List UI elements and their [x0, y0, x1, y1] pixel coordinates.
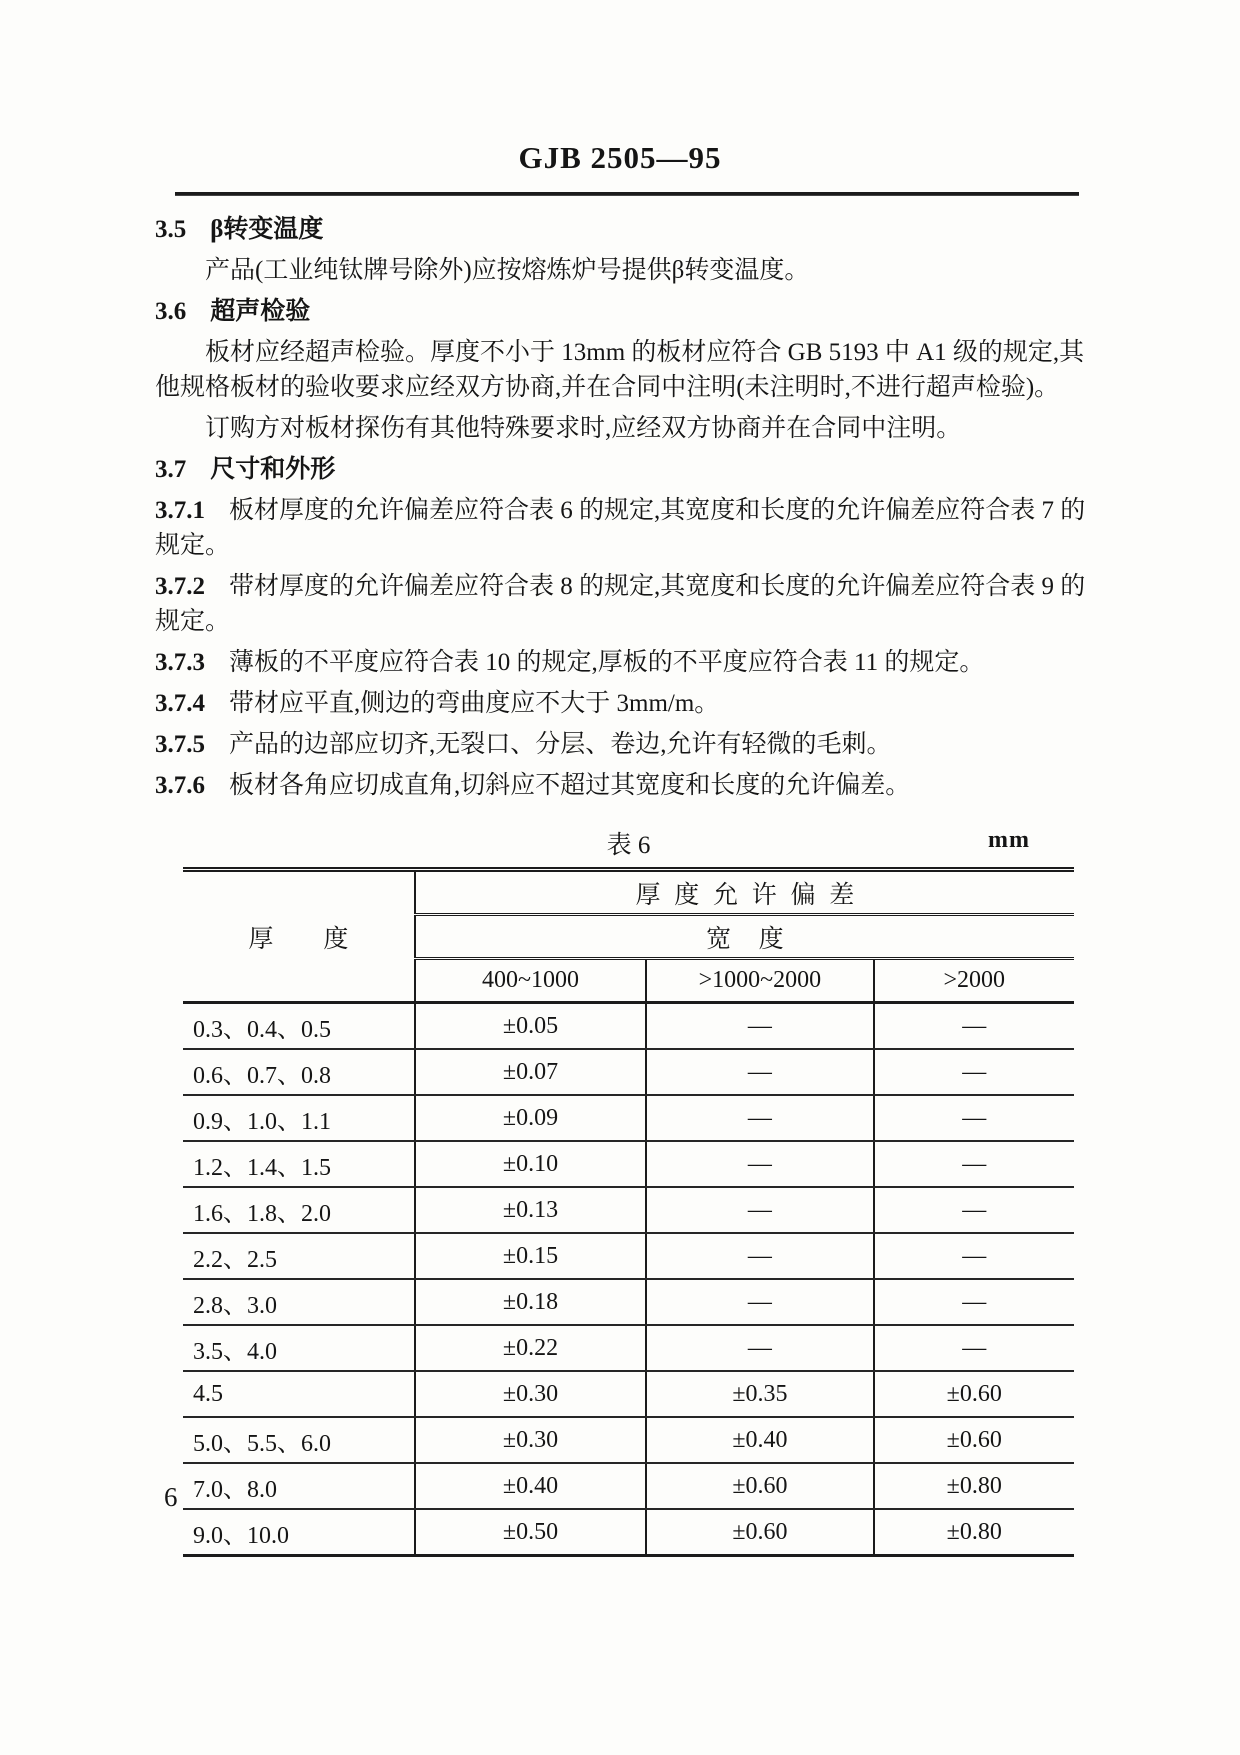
cell-thickness: 5.0、5.5、6.0 — [183, 1417, 415, 1463]
cell-tolerance-1000-2000: ±0.60 — [646, 1509, 873, 1556]
cell-thickness: 1.2、1.4、1.5 — [183, 1141, 415, 1187]
table6-body — [183, 1003, 1074, 1556]
clause-number: 3.7.5 — [155, 731, 205, 758]
header-cell-width-range-3: >2000 — [874, 959, 1074, 1003]
clause-text: 板材各角应切成直角,切斜应不超过其宽度和长度的允许偏差。 — [229, 772, 911, 799]
clause-text: 产品(工业纯钛牌号除外)应按熔炼炉号提供β转变温度。 — [205, 257, 810, 284]
cell-thickness: 7.0、8.0 — [183, 1463, 415, 1509]
clause-text: 超声检验 — [210, 298, 311, 325]
table-row — [183, 1279, 1074, 1325]
cell-thickness: 3.5、4.0 — [183, 1325, 415, 1371]
table-row — [183, 1233, 1074, 1279]
cell-tolerance-400-1000: ±0.22 — [415, 1325, 647, 1371]
table6-caption: 表 6 — [606, 832, 651, 859]
clause-paragraph — [155, 727, 1092, 762]
table-row — [183, 1141, 1074, 1187]
clause-text: 带材厚度的允许偏差应符合表 8 的规定,其宽度和长度的允许偏差应符合表 9 的规定。 — [155, 573, 1086, 635]
standard-number-title: GJB 2505—95 — [518, 140, 722, 175]
table-row — [183, 1049, 1074, 1095]
cell-tolerance-400-1000: ±0.05 — [415, 1003, 647, 1050]
clause-text: β转变温度 — [210, 216, 324, 243]
clause-text: 尺寸和外形 — [210, 456, 336, 483]
clause-text: 产品的边部应切齐,无裂口、分层、卷边,允许有轻微的毛刺。 — [229, 731, 892, 758]
cell-tolerance-400-1000: ±0.30 — [415, 1371, 647, 1417]
clause-text: 板材厚度的允许偏差应符合表 6 的规定,其宽度和长度的允许偏差应符合表 7 的规定。 — [155, 497, 1086, 559]
clause-text: 板材应经超声检验。厚度不小于 13mm 的板材应符合 GB 5193 中 A1 级的规定,其他规格板材的验收要求应经双方协商,并在合同中注明(未注明时,不进行超声检验)。 — [155, 339, 1085, 401]
clause-paragraph — [155, 645, 1092, 680]
cell-tolerance-over-2000: ±0.80 — [874, 1463, 1074, 1509]
clause-text: 订购方对板材探伤有其他特殊要求时,应经双方协商并在合同中注明。 — [205, 415, 962, 442]
clause-number: 3.7.6 — [155, 772, 205, 799]
cell-thickness: 9.0、10.0 — [183, 1509, 415, 1556]
clause-paragraph — [155, 411, 1092, 446]
table6-header — [183, 870, 1074, 1003]
clause-paragraph — [155, 294, 1092, 329]
cell-thickness: 1.6、1.8、2.0 — [183, 1187, 415, 1233]
cell-tolerance-over-2000: ±0.60 — [874, 1417, 1074, 1463]
cell-tolerance-400-1000: ±0.30 — [415, 1417, 647, 1463]
cell-tolerance-400-1000: ±0.07 — [415, 1049, 647, 1095]
clause-number: 3.7.1 — [155, 497, 205, 524]
cell-tolerance-1000-2000: — — [646, 1187, 873, 1233]
cell-tolerance-400-1000: ±0.09 — [415, 1095, 647, 1141]
clause-text: 薄板的不平度应符合表 10 的规定,厚板的不平度应符合表 11 的规定。 — [229, 649, 985, 676]
cell-tolerance-1000-2000: — — [646, 1141, 873, 1187]
clause-paragraph — [155, 335, 1092, 405]
clause-number: 3.6 — [155, 298, 187, 325]
clause-paragraph — [155, 253, 1092, 288]
table6-unit-label: mm — [988, 827, 1030, 853]
cell-tolerance-over-2000: — — [874, 1095, 1074, 1141]
clause-text: 带材应平直,侧边的弯曲度应不大于 3mm/m。 — [229, 690, 720, 717]
cell-tolerance-over-2000: — — [874, 1325, 1074, 1371]
clause-number: 3.7.4 — [155, 690, 205, 717]
cell-tolerance-400-1000: ±0.50 — [415, 1509, 647, 1556]
cell-thickness: 0.6、0.7、0.8 — [183, 1049, 415, 1095]
cell-tolerance-1000-2000: — — [646, 1003, 873, 1050]
clause-paragraph — [155, 768, 1092, 803]
table-row — [183, 1371, 1074, 1417]
page-number: 6 — [164, 1482, 178, 1512]
cell-tolerance-over-2000: — — [874, 1141, 1074, 1187]
cell-tolerance-1000-2000: ±0.40 — [646, 1417, 873, 1463]
cell-tolerance-over-2000: — — [874, 1003, 1074, 1050]
table-row — [183, 1509, 1074, 1556]
cell-tolerance-over-2000: — — [874, 1279, 1074, 1325]
cell-thickness: 2.8、3.0 — [183, 1279, 415, 1325]
table-row — [183, 1463, 1074, 1509]
clause-number: 3.7.2 — [155, 573, 205, 600]
cell-thickness: 0.3、0.4、0.5 — [183, 1003, 415, 1050]
cell-tolerance-over-2000: — — [874, 1049, 1074, 1095]
cell-tolerance-1000-2000: — — [646, 1325, 873, 1371]
cell-tolerance-over-2000: ±0.80 — [874, 1509, 1074, 1556]
cell-thickness: 4.5 — [183, 1371, 415, 1417]
clause-paragraph — [155, 493, 1092, 563]
header-cell-thickness: 厚度 — [183, 870, 415, 1003]
clauses-block — [155, 212, 1092, 803]
cell-tolerance-over-2000: — — [874, 1187, 1074, 1233]
header-cell-tolerance-title: 厚度允许偏差 — [415, 870, 1074, 915]
header-rule — [175, 192, 1079, 196]
cell-thickness: 0.9、1.0、1.1 — [183, 1095, 415, 1141]
cell-tolerance-400-1000: ±0.13 — [415, 1187, 647, 1233]
cell-tolerance-over-2000: ±0.60 — [874, 1371, 1074, 1417]
cell-tolerance-400-1000: ±0.10 — [415, 1141, 647, 1187]
clause-paragraph — [155, 569, 1092, 639]
cell-tolerance-1000-2000: — — [646, 1233, 873, 1279]
table-row — [183, 1417, 1074, 1463]
cell-tolerance-400-1000: ±0.18 — [415, 1279, 647, 1325]
cell-tolerance-over-2000: — — [874, 1233, 1074, 1279]
clause-paragraph — [155, 686, 1092, 721]
cell-tolerance-1000-2000: ±0.35 — [646, 1371, 873, 1417]
table-row — [183, 1325, 1074, 1371]
table-row — [183, 1187, 1074, 1233]
cell-tolerance-400-1000: ±0.15 — [415, 1233, 647, 1279]
clause-number: 3.7 — [155, 456, 187, 483]
header-cell-width-range-1: 400~1000 — [415, 959, 647, 1003]
header-cell-width-range-2: >1000~2000 — [646, 959, 873, 1003]
clause-number: 3.7.3 — [155, 649, 205, 676]
table-row — [183, 1095, 1074, 1141]
clause-paragraph — [155, 212, 1092, 247]
cell-tolerance-1000-2000: — — [646, 1095, 873, 1141]
clause-number: 3.5 — [155, 216, 187, 243]
table6 — [183, 867, 1074, 1557]
cell-tolerance-400-1000: ±0.40 — [415, 1463, 647, 1509]
cell-tolerance-1000-2000: ±0.60 — [646, 1463, 873, 1509]
table6-caption-row — [183, 823, 1074, 867]
document-header — [0, 0, 1240, 196]
table6-area — [183, 823, 1074, 1557]
table-row — [183, 1003, 1074, 1050]
cell-tolerance-1000-2000: — — [646, 1279, 873, 1325]
cell-tolerance-1000-2000: — — [646, 1049, 873, 1095]
clause-paragraph — [155, 452, 1092, 487]
header-cell-width-title: 宽度 — [415, 915, 1074, 959]
cell-thickness: 2.2、2.5 — [183, 1233, 415, 1279]
